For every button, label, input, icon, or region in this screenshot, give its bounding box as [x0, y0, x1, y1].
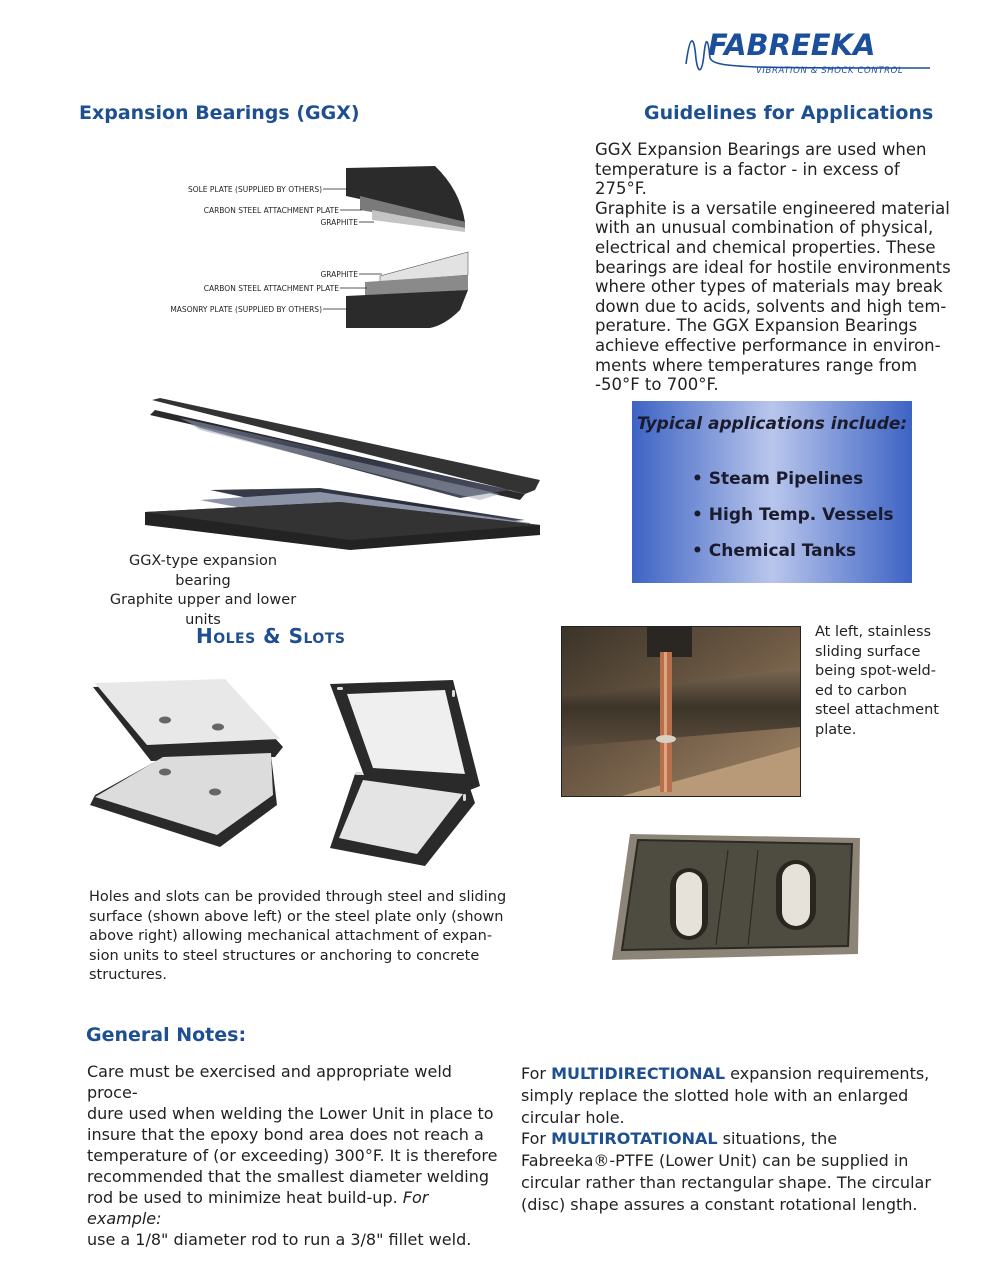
guidelines-line: temperature is a factor - in excess of 275°F.	[595, 159, 900, 199]
holes-caption-line: Holes and slots can be provided through steel and sliding	[89, 889, 507, 905]
label-masonry-plate: MASONRY PLATE (SUPPLIED BY OTHERS)	[170, 305, 322, 314]
guidelines-line: with an unusual combination of physical,	[595, 218, 934, 238]
typical-applications-box	[632, 401, 912, 583]
holes-caption-line: above right) allowing mechanical attachment of expan-	[89, 928, 493, 945]
logo-brand: FABREEKA	[708, 28, 876, 62]
guidelines-line: where other types of materials may break	[595, 277, 943, 297]
notes-left-paragraph	[87, 1061, 507, 1250]
notes-left-line	[87, 1187, 507, 1229]
multirotational-keyword: MULTIROTATIONAL	[551, 1129, 718, 1149]
slots-units-image	[325, 678, 485, 868]
guidelines-line: bearings are ideal for hostile environments	[595, 257, 951, 277]
label-graphite-lower: GRAPHITE	[320, 270, 358, 279]
slot-icon	[676, 872, 702, 936]
notes-right-line: circular rather than rectangular shape. The circular	[521, 1172, 931, 1192]
wave-icon	[684, 24, 934, 76]
slot-icon	[355, 772, 362, 775]
list-item: • Steam Pipelines	[692, 469, 894, 505]
hole-icon	[209, 789, 221, 796]
notes-right-text: For	[521, 1129, 552, 1149]
label-carbon-steel-upper: CARBON STEEL ATTACHMENT PLATE	[203, 206, 339, 215]
notes-right-line: circular hole.	[521, 1107, 625, 1127]
applications-title: Typical applications include:	[636, 414, 908, 434]
applications-list	[692, 469, 894, 577]
guidelines-line: Graphite is a versatile engineered material	[595, 198, 950, 218]
weld-caption-line: sliding surface	[815, 643, 921, 660]
fabreeka-logo	[684, 24, 934, 76]
bearing-caption	[103, 552, 303, 630]
guidelines-line: -50°F to 700°F.	[595, 375, 719, 395]
guidelines-line: perature. The GGX Expansion Bearings	[595, 316, 918, 336]
weld-caption-line: being spot-weld-	[815, 663, 936, 680]
masonry-plate-shape	[346, 290, 468, 328]
notes-left-line: insure that the epoxy bond area does not reach a	[87, 1125, 484, 1144]
guidelines-line: ments where temperatures range from	[595, 355, 918, 375]
ggx-bearing-image	[140, 390, 550, 560]
guidelines-line: GGX Expansion Bearings are used when	[595, 140, 927, 159]
notes-right-line: Fabreeka®-PTFE (Lower Unit) can be supplied in	[521, 1151, 909, 1171]
guidelines-paragraph	[595, 140, 955, 395]
notes-right-line	[521, 1128, 931, 1150]
notes-left-line: recommended that the smallest diameter welding	[87, 1167, 490, 1186]
holes-slots-heading: Holes & Slots	[196, 624, 346, 648]
notes-left-example: For example:	[87, 1188, 429, 1228]
notes-left-line: use a 1/8" diameter rod to run a 3/8" fillet weld.	[87, 1230, 472, 1249]
weld-caption-line: ed to carbon	[815, 682, 907, 699]
slot-icon	[463, 794, 466, 801]
holes-units-image	[85, 675, 290, 860]
holes-caption-line: structures.	[89, 967, 167, 984]
notes-right-text: situations, the	[717, 1129, 838, 1149]
label-graphite-upper: GRAPHITE	[320, 218, 358, 227]
notes-right-text: expansion requirements,	[725, 1064, 930, 1083]
slot-icon	[337, 687, 343, 690]
notes-right-line: (disc) shape assures a constant rotational length.	[521, 1194, 918, 1214]
weld-caption-line: At left, stainless	[815, 624, 932, 640]
bearing-caption-line: GGX-type expansion bearing	[128, 553, 278, 589]
holes-caption-line: sion units to steel structures or anchoring to concrete	[89, 947, 480, 964]
hole-icon	[159, 769, 171, 776]
guidelines-line: achieve effective performance in environ-	[595, 335, 941, 355]
notes-left-text: rod be used to minimize heat build-up.	[87, 1188, 403, 1207]
slot-icon	[782, 864, 810, 926]
hole-icon	[159, 717, 171, 724]
expansion-bearings-heading: Expansion Bearings (GGX)	[79, 102, 360, 124]
general-notes-heading: General Notes:	[86, 1024, 247, 1046]
label-sole-plate: SOLE PLATE (SUPPLIED BY OTHERS)	[187, 185, 322, 194]
hole-icon	[212, 724, 224, 731]
notes-right-line: simply replace the slotted hole with an enlarged	[521, 1085, 909, 1105]
slot-icon	[452, 690, 455, 697]
spot-weld-photo	[561, 626, 801, 797]
notes-right-text: For	[521, 1064, 552, 1083]
guidelines-line: down due to acids, solvents and high tem-	[595, 296, 947, 316]
guidelines-heading: Guidelines for Applications	[644, 102, 934, 124]
notes-left-line: dure used when welding the Lower Unit in place to	[87, 1104, 494, 1123]
notes-right-paragraph	[521, 1063, 931, 1216]
bearing-caption-line: Graphite upper and lower units	[109, 592, 297, 628]
notes-right-line	[521, 1063, 931, 1085]
label-carbon-steel-lower: CARBON STEEL ATTACHMENT PLATE	[203, 284, 339, 293]
list-item: • High Temp. Vessels	[692, 505, 894, 541]
guidelines-line: electrical and chemical properties. These	[595, 237, 936, 257]
notes-left-line: Care must be exercised and appropriate weld proce-	[87, 1062, 452, 1102]
holes-slots-caption	[89, 888, 509, 986]
slotted-plate-photo	[608, 830, 868, 965]
multidirectional-keyword: MULTIDIRECTIONAL	[551, 1064, 726, 1083]
logo-tagline: VIBRATION & SHOCK CONTROL	[756, 66, 904, 76]
weld-caption-line: steel attachment	[815, 702, 939, 719]
cross-section-diagram	[160, 160, 480, 335]
holes-caption-line: surface (shown above left) or the steel plate only (shown	[89, 908, 504, 925]
list-item: • Chemical Tanks	[692, 541, 894, 577]
weld-caption	[815, 623, 955, 741]
notes-left-line: temperature of (or exceeding) 300°F. It is therefore	[87, 1146, 498, 1165]
weld-caption-line: plate.	[815, 721, 857, 738]
